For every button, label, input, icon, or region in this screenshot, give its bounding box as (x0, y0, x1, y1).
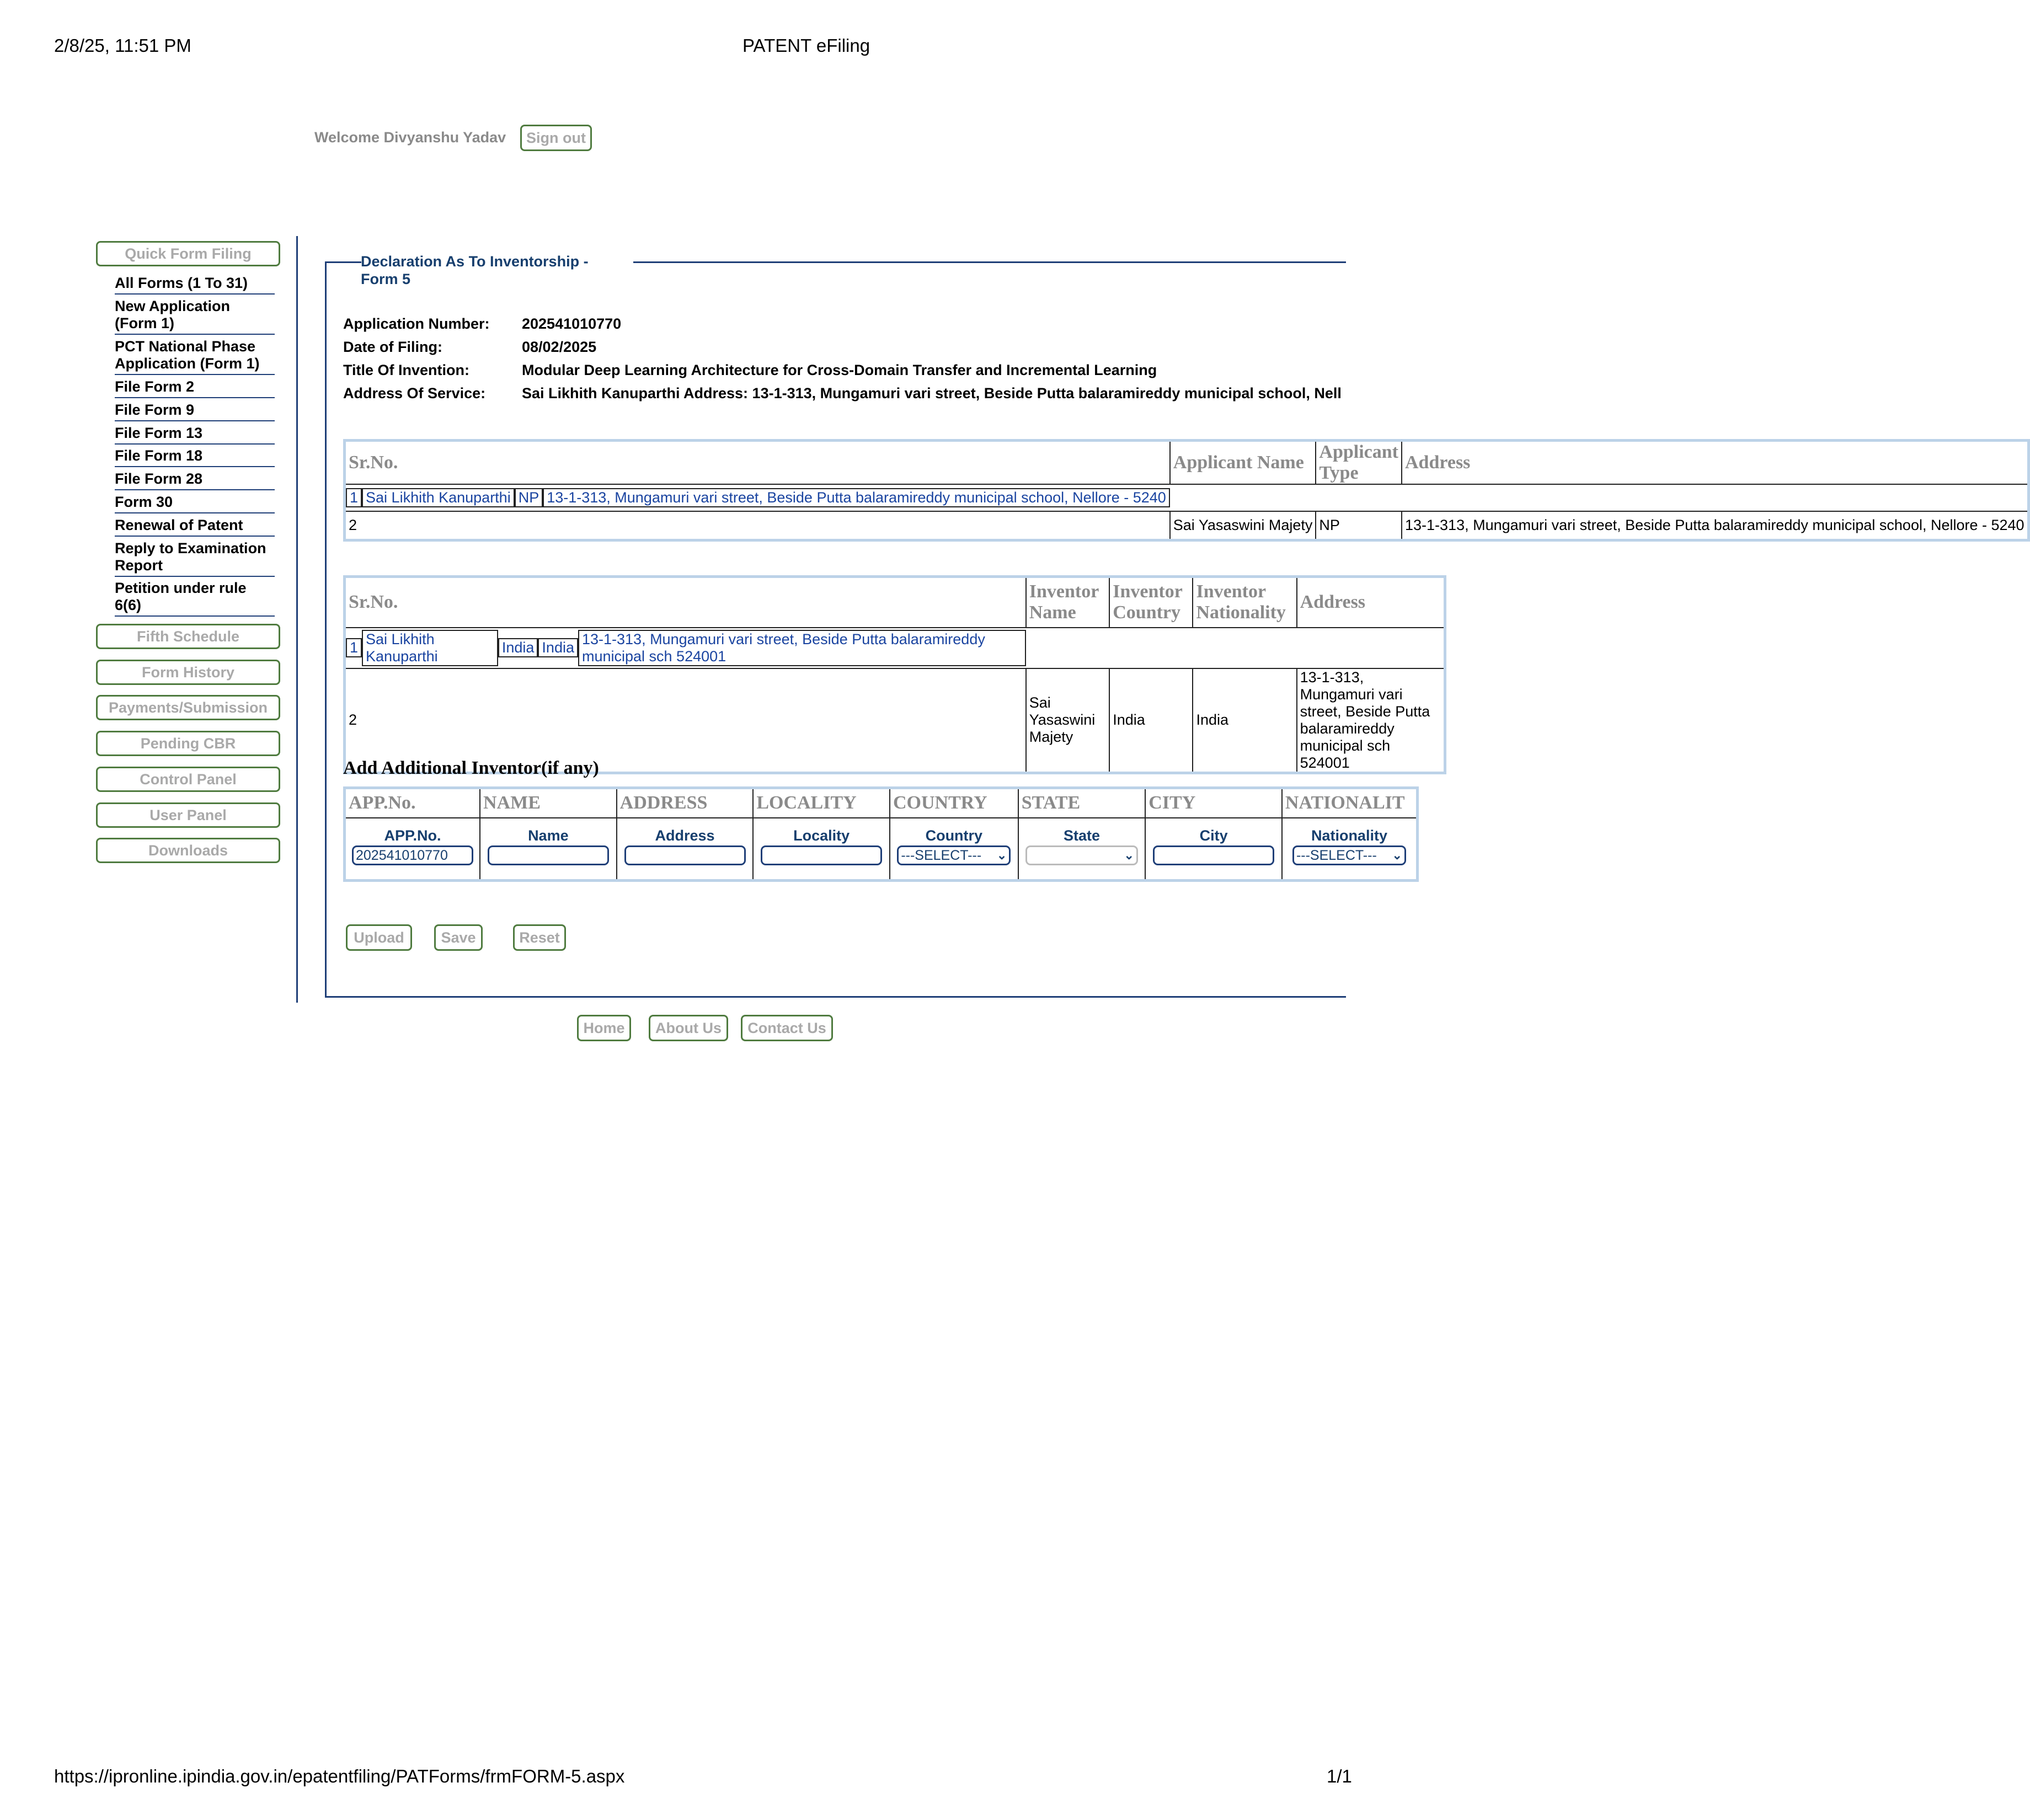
nationality-select-value: ---SELECT--- (1296, 847, 1377, 863)
date-of-filing-label: Date of Filing: (343, 339, 442, 355)
upload-button[interactable]: Upload (346, 924, 412, 951)
cell: Sai Likhith Kanuparthi (362, 630, 498, 666)
chevron-down-icon: ⌄ (996, 848, 1007, 862)
menu-link-pct-national-phase[interactable]: PCT National Phase Application (Form 1) (115, 338, 275, 375)
cell: NP (1316, 511, 1402, 540)
column-header: Sr.No. (345, 441, 1170, 485)
form-history-button[interactable]: Form History (96, 660, 280, 685)
add-inventor-table-container (343, 786, 1405, 887)
column-header: CITY (1145, 788, 1282, 818)
cell: Sai Yasaswini Majety (1026, 668, 1109, 773)
table-row[interactable] (345, 511, 2029, 540)
inventors-table (343, 575, 1446, 774)
application-number-label: Application Number: (343, 315, 490, 332)
menu-link-file-form-28[interactable]: File Form 28 (115, 470, 275, 490)
fieldset-border (325, 996, 1346, 998)
date-of-filing-value: 08/02/2025 (522, 339, 597, 355)
title-of-invention-label: Title Of Invention: (343, 362, 469, 378)
save-button[interactable]: Save (434, 924, 483, 951)
menu-divider (296, 236, 298, 1003)
cell: NP (515, 488, 543, 507)
column-header: NAME (480, 788, 617, 818)
title-of-invention-value: Modular Deep Learning Architecture for Cross-Domain Transfer and Incremental Learning (522, 362, 1157, 378)
column-header: Inventor Country (1109, 577, 1193, 628)
name-input[interactable] (488, 845, 609, 865)
locality-input[interactable] (761, 845, 882, 865)
fieldset-border (325, 261, 361, 263)
reset-button[interactable]: Reset (513, 924, 566, 951)
cell: India (1109, 668, 1193, 773)
about-us-link[interactable]: About Us (649, 1015, 728, 1041)
add-inventor-title: Add Additional Inventor(if any) (343, 758, 599, 778)
name-label: Name (528, 827, 569, 844)
column-header: ADDRESS (617, 788, 754, 818)
applicants-table-container (343, 439, 2024, 533)
payments-submission-button[interactable]: Payments/Submission (96, 695, 280, 720)
print-title: PATENT eFiling (742, 35, 870, 56)
cell: 13-1-313, Mungamuri vari street, Beside Putta balaramireddy municipal school, Nellore - 5240 (1402, 511, 2028, 540)
fieldset-border (325, 261, 327, 998)
address-label: Address (655, 827, 715, 844)
app-no-input[interactable]: 202541010770 (352, 845, 473, 865)
cell: 1 (346, 488, 362, 507)
state-select[interactable] (1025, 845, 1138, 865)
quick-form-filing-button[interactable]: Quick Form Filing (96, 241, 280, 266)
city-label: City (1199, 827, 1228, 844)
applicants-table (343, 439, 2030, 542)
app-no-label: APP.No. (384, 827, 441, 844)
pending-cbr-button[interactable]: Pending CBR (96, 731, 280, 756)
address-of-service-value: Sai Likhith Kanuparthi Address: 13-1-313, Mungamuri vari street, Beside Putta balaramireddy municipal school, Nell (522, 385, 1342, 402)
menu-link-form-30[interactable]: Form 30 (115, 494, 275, 513)
cell: Sai Yasaswini Majety (1170, 511, 1316, 540)
welcome-text: Welcome Divyanshu Yadav (314, 129, 506, 146)
contact-us-link[interactable]: Contact Us (741, 1015, 833, 1041)
country-label: Country (925, 827, 983, 844)
table-row[interactable] (346, 485, 1170, 511)
column-header: Applicant Name (1170, 441, 1316, 485)
menu-link-new-application[interactable]: New Application (Form 1) (115, 298, 275, 335)
table-row[interactable] (345, 668, 1445, 773)
cell: 2 (345, 511, 1170, 540)
user-panel-button[interactable]: User Panel (96, 802, 280, 828)
country-select[interactable] (897, 845, 1011, 865)
cell: Sai Likhith Kanuparthi (362, 488, 515, 507)
column-header: NATIONALIT (1282, 788, 1418, 818)
downloads-button[interactable]: Downloads (96, 838, 280, 863)
sign-out-button[interactable]: Sign out (520, 125, 592, 151)
table-row[interactable] (346, 628, 1026, 668)
menu-link-reply-to-examination-report[interactable]: Reply to Examination Report (115, 540, 275, 577)
column-header: COUNTRY (890, 788, 1018, 818)
cell: 13-1-313, Mungamuri vari street, Beside Putta balaramireddy municipal sch 524001 (578, 630, 1026, 666)
menu-link-file-form-18[interactable]: File Form 18 (115, 447, 275, 467)
column-header: LOCALITY (753, 788, 890, 818)
fifth-schedule-button[interactable]: Fifth Schedule (96, 624, 280, 649)
cell: 1 (346, 638, 362, 657)
cell: 2 (345, 668, 1026, 773)
print-datetime: 2/8/25, 11:51 PM (54, 35, 191, 56)
menu-link-renewal-of-patent[interactable]: Renewal of Patent (115, 517, 275, 537)
application-number-value: 202541010770 (522, 315, 622, 332)
menu-link-petition-rule-6-6[interactable]: Petition under rule 6(6) (115, 580, 275, 617)
address-input[interactable] (624, 845, 746, 865)
chevron-down-icon: ⌄ (1392, 848, 1402, 862)
form-legend: Declaration As To Inventorship - Form 5 (361, 253, 589, 287)
country-select-value: ---SELECT--- (901, 847, 982, 863)
menu-link-file-form-9[interactable]: File Form 9 (115, 402, 275, 421)
cell: India (498, 638, 538, 657)
cell: 13-1-313, Mungamuri vari street, Beside Putta balaramireddy municipal school, Nellore - 5240 (543, 488, 1170, 507)
home-link[interactable]: Home (577, 1015, 631, 1041)
fieldset-border (633, 261, 1346, 263)
city-input[interactable] (1153, 845, 1274, 865)
column-header: Address (1402, 441, 2028, 485)
column-header: Inventor Nationality (1193, 577, 1296, 628)
column-header: Inventor Name (1026, 577, 1109, 628)
column-header: Address (1297, 577, 1445, 628)
address-of-service-label: Address Of Service: (343, 385, 486, 402)
cell: India (1193, 668, 1296, 773)
cell: India (538, 638, 578, 657)
menu-link-all-forms[interactable]: All Forms (1 To 31) (115, 275, 275, 295)
nationality-label: Nationality (1311, 827, 1387, 844)
column-header: Sr.No. (345, 577, 1026, 628)
print-url: https://ipronline.ipindia.gov.in/epatentfiling/PATForms/frmFORM-5.aspx (54, 1766, 625, 1786)
add-inventor-table (343, 786, 1419, 882)
column-header: APP.No. (345, 788, 480, 818)
cell: 13-1-313, Mungamuri vari street, Beside Putta balaramireddy municipal sch 524001 (1297, 668, 1445, 773)
state-label: State (1063, 827, 1100, 844)
locality-label: Locality (793, 827, 850, 844)
menu-link-file-form-13[interactable]: File Form 13 (115, 425, 275, 445)
nationality-select[interactable] (1292, 845, 1406, 865)
print-page-number: 1/1 (1327, 1766, 1352, 1786)
control-panel-button[interactable]: Control Panel (96, 767, 280, 792)
column-header: STATE (1018, 788, 1146, 818)
column-header: Applicant Type (1316, 441, 1402, 485)
menu-link-file-form-2[interactable]: File Form 2 (115, 378, 275, 398)
chevron-down-icon: ⌄ (1124, 848, 1134, 862)
